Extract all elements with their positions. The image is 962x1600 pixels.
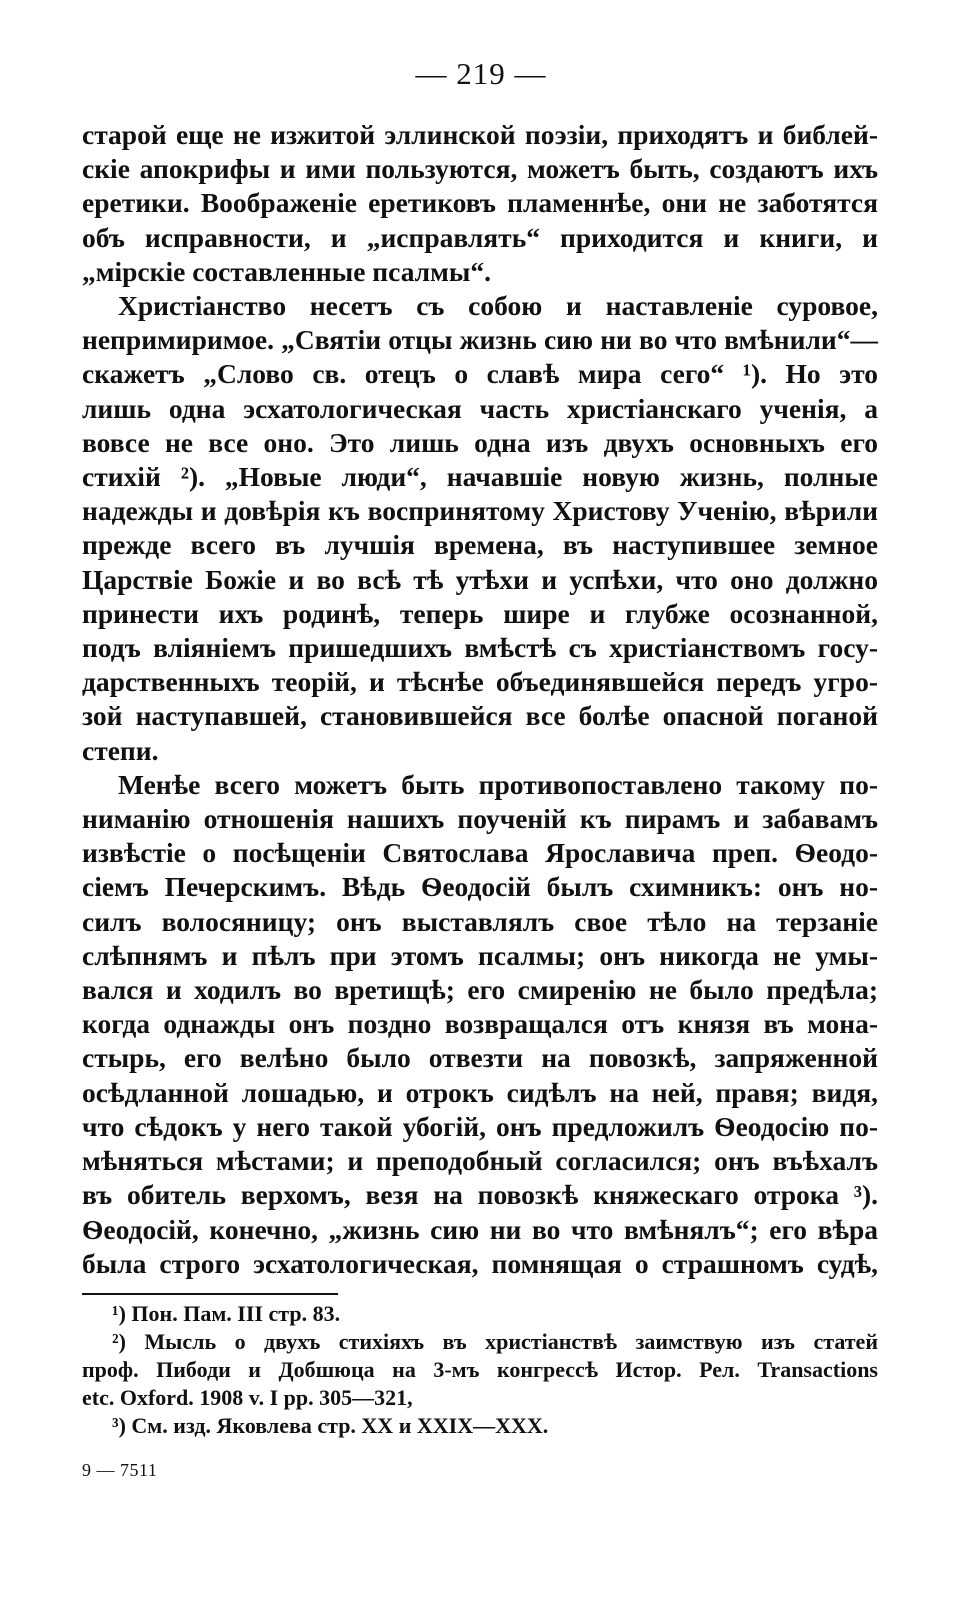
printer-signature-mark: 9 — 7511: [82, 1460, 158, 1480]
text-line: извѣстіе о посѣщеніи Святослава Ярославича преп. Ѳеодо-: [82, 837, 878, 869]
text-line: что сѣдокъ у него такой убогій, онъ предложилъ Ѳеодосію по-: [82, 1110, 878, 1142]
text-line: мѣняться мѣстами; и преподобный согласился; онъ въѣхалъ: [82, 1145, 878, 1177]
text-line: старой еще не изжитой эллинской поэзіи, приходятъ и библей-: [82, 119, 878, 150]
text-line: осѣдланной лошадью, и отрокъ сидѣлъ на ней, правя; видя,: [82, 1076, 878, 1108]
text-line: Ѳеодосій, конечно, „жизнь сию ни во что вмѣнялъ“; его вѣра: [82, 1213, 878, 1245]
text-line: скіе апокрифы и ими пользуются, можетъ быть, создаютъ ихъ: [82, 153, 878, 185]
footnote-line: проф. Пибоди и Добшюца на 3-мъ конгрессѣ Истор. Рел. Transactions: [82, 1357, 878, 1382]
text-line: дарственныхъ теорій, и тѣснѣе объединявшейся передъ угро-: [82, 666, 878, 698]
text-line: Менѣе всего можетъ быть противопоставлено такому по-: [118, 768, 878, 800]
footnote-line: ³) См. изд. Яковлева стр. XX и XXIX—XXX.: [112, 1413, 549, 1438]
footnote-line: etc. Oxford. 1908 v. I pp. 305—321,: [82, 1385, 413, 1410]
text-line: стихій ²). „Новые люди“, начавшіе новую жизнь, полные: [82, 461, 878, 493]
text-line: еретики. Воображеніе еретиковъ пламеннѣе, они не заботятся: [82, 187, 878, 219]
text-line: въ обитель верхомъ, везя на повозкѣ княжескаго отрока ³).: [82, 1179, 878, 1211]
text-line: лишь одна эсхатологическая часть христіанскаго ученія, а: [82, 392, 878, 424]
text-line: слѣпнямъ и пѣлъ при этомъ псалмы; онъ никогда не умы-: [82, 939, 878, 971]
text-line: силъ волосяницу; онъ выставлялъ свое тѣло на терзаніе: [82, 905, 878, 937]
text-line: сіемъ Печерскимъ. Вѣдь Ѳеодосій былъ схимникъ: онъ но-: [82, 871, 878, 903]
main-text: [82, 118, 878, 1281]
text-line: надежды и довѣрія къ воспринятому Христову Ученію, вѣрили: [82, 495, 878, 527]
text-line: скажетъ „Слово св. отецъ о славѣ мира сего“ ¹). Но это: [82, 358, 878, 390]
text-line: принести ихъ родинѣ, теперь шире и глубже осознанной,: [82, 597, 878, 629]
page-number: — 219 —: [415, 56, 547, 91]
text-line: была строго эсхатологическая, помнящая о страшномъ судѣ,: [82, 1247, 878, 1279]
footnote-divider: [82, 1293, 338, 1295]
text-line: вовсе не все оно. Это лишь одна изъ двухъ основныхъ его: [82, 426, 878, 458]
text-line: зой наступавшей, становившейся все болѣе опасной поганой: [82, 700, 878, 732]
text-line: прежде всего въ лучшія времена, въ наступившее земное: [82, 529, 878, 561]
text-line: вался и ходилъ во вретищѣ; его смиренію не было предѣла;: [82, 974, 878, 1006]
text-line: подъ вліяніемъ пришедшихъ вмѣстѣ съ христіанствомъ госу-: [82, 632, 878, 664]
text-line: степи.: [82, 734, 159, 766]
text-line: „мірскіе составленные псалмы“.: [82, 255, 491, 287]
text-line: стырь, его велѣно было отвезти на повозкѣ, запряженной: [82, 1042, 878, 1074]
text-line: объ исправности, и „исправлять“ приходится и книги, и: [82, 221, 878, 253]
footnote-line: ¹) Пон. Пам. III стр. 83.: [112, 1301, 341, 1326]
text-line: Царствіе Божіе и во всѣ тѣ утѣхи и успѣхи, что оно должно: [82, 563, 878, 595]
text-line: ниманію отношенія нашихъ поученій къ пирамъ и забавамъ: [82, 803, 878, 835]
text-line: непримиримое. „Святіи отцы жизнь сию ни во что вмѣнили“—: [82, 324, 878, 356]
text-line: когда однажды онъ поздно возвращался отъ князя въ мона-: [82, 1008, 878, 1040]
footnotes: [82, 1300, 878, 1440]
text-line: Христіанство несетъ съ собою и наставленіе суровое,: [118, 290, 878, 322]
footnote-line: ²) Мысль о двухъ стихіяхъ въ христіанствѣ заимствую изъ статей: [112, 1329, 878, 1354]
